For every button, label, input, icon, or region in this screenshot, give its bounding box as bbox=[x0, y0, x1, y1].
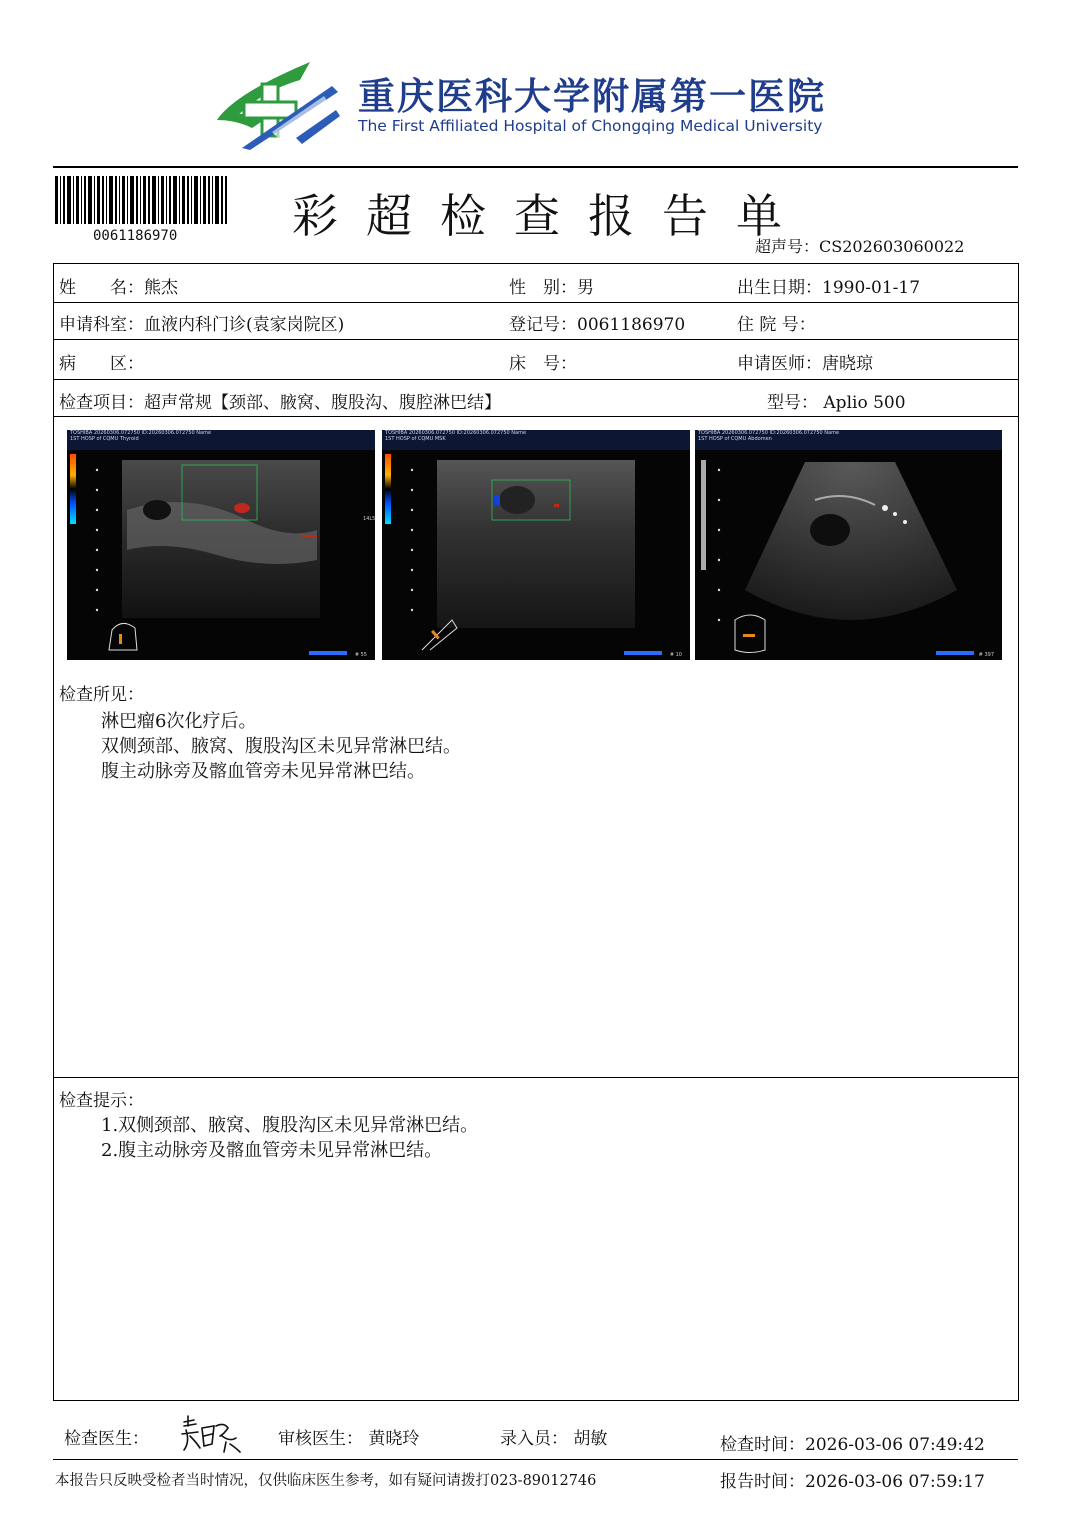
bed-field: 床 号： bbox=[509, 354, 577, 374]
handwritten-signature-icon bbox=[180, 1412, 242, 1456]
conclusion-line: 1.双侧颈部、腋窝、腹股沟区未见异常淋巴结。 bbox=[101, 1115, 479, 1136]
ultrasound-number: 超声号：CS202603060022 bbox=[755, 237, 965, 256]
row-divider bbox=[54, 416, 1018, 417]
barcode-number: 0061186970 bbox=[93, 228, 178, 244]
report-time-field: 报告时间：2026-03-06 07:59:17 bbox=[720, 1472, 985, 1492]
frame-number: # 397 bbox=[978, 652, 994, 658]
svg-text:14L5: 14L5 bbox=[363, 516, 375, 522]
row-divider bbox=[54, 302, 1018, 303]
section-divider bbox=[54, 1077, 1018, 1078]
depth-bar bbox=[936, 651, 974, 655]
ultrasound-image-abdomen bbox=[695, 430, 1002, 660]
inpatient-number-field: 住 院 号： bbox=[737, 315, 816, 335]
report-frame bbox=[53, 263, 1019, 1401]
patient-sex-field: 性 别：男 bbox=[509, 278, 594, 298]
recorder-field: 录入员： 胡敏 bbox=[500, 1429, 608, 1449]
request-dept-field: 申请科室：血液内科门诊(袁家岗院区) bbox=[59, 315, 345, 335]
findings-line: 双侧颈部、腋窝、腹股沟区未见异常淋巴结。 bbox=[101, 736, 461, 757]
report-title: 彩超检查报告单 bbox=[292, 189, 810, 243]
ultrasound-header: TOSHIBA 20260306.072750 ID:20260306.072750 Name 1ST HOSP of CQMU Abdomen bbox=[695, 430, 1002, 450]
hospital-name-en: The First Affiliated Hospital of Chongqing Medical University bbox=[358, 117, 823, 135]
device-model-field: 型号： Aplio 500 bbox=[767, 393, 906, 413]
ultrasound-scan-image bbox=[695, 450, 1002, 660]
hospital-logo-icon bbox=[212, 58, 342, 150]
conclusion-line: 2.腹主动脉旁及髂血管旁未见异常淋巴结。 bbox=[101, 1140, 443, 1161]
ultrasound-header: TOSHIBA 20260306.072750 ID:20260306.072750 Name 1ST HOSP of CQMU MSK bbox=[382, 430, 690, 450]
findings-line: 淋巴瘤6次化疗后。 bbox=[101, 711, 257, 732]
header-divider bbox=[53, 166, 1018, 168]
patient-name-field: 姓 名：熊杰 bbox=[59, 278, 178, 298]
findings-label: 检查所见： bbox=[59, 685, 144, 705]
request-doctor-field: 申请医师：唐晓琼 bbox=[737, 354, 873, 374]
hospital-name-cn: 重庆医科大学附属第一医院 bbox=[358, 75, 826, 118]
ultrasound-image-thyroid bbox=[67, 430, 375, 660]
frame-number: # 55 bbox=[354, 652, 367, 658]
ward-field: 病 区： bbox=[59, 354, 144, 374]
row-divider bbox=[54, 379, 1018, 380]
ultrasound-scan-image bbox=[67, 450, 375, 660]
ultrasound-image-msk bbox=[382, 430, 690, 660]
registration-number-field: 登记号：0061186970 bbox=[509, 315, 686, 335]
patient-dob-field: 出生日期：1990-01-17 bbox=[737, 278, 921, 298]
exam-item-field: 检查项目：超声常规【颈部、腋窝、腹股沟、腹腔淋巴结】 bbox=[59, 393, 501, 413]
row-divider bbox=[54, 339, 1018, 340]
depth-bar bbox=[309, 651, 347, 655]
exam-time-field: 检查时间：2026-03-06 07:49:42 bbox=[720, 1435, 985, 1455]
ultrasound-scan-image bbox=[382, 450, 690, 660]
barcode-icon bbox=[55, 176, 227, 224]
review-doctor-field: 审核医生： 黄晓玲 bbox=[278, 1429, 420, 1449]
conclusion-label: 检查提示： bbox=[59, 1091, 144, 1111]
frame-number: # 10 bbox=[669, 652, 682, 658]
findings-line: 腹主动脉旁及髂血管旁未见异常淋巴结。 bbox=[101, 761, 425, 782]
exam-doctor-label: 检查医生： bbox=[64, 1429, 149, 1449]
footer-divider bbox=[53, 1459, 1018, 1460]
disclaimer-text: 本报告只反映受检者当时情况，仅供临床医生参考，如有疑问请拨打023-89012746 bbox=[55, 1473, 597, 1489]
ultrasound-header: TOSHIBA 20260306.072750 ID:20260306.072750 Name 1ST HOSP of CQMU Thyroid bbox=[67, 430, 375, 450]
depth-bar bbox=[624, 651, 662, 655]
